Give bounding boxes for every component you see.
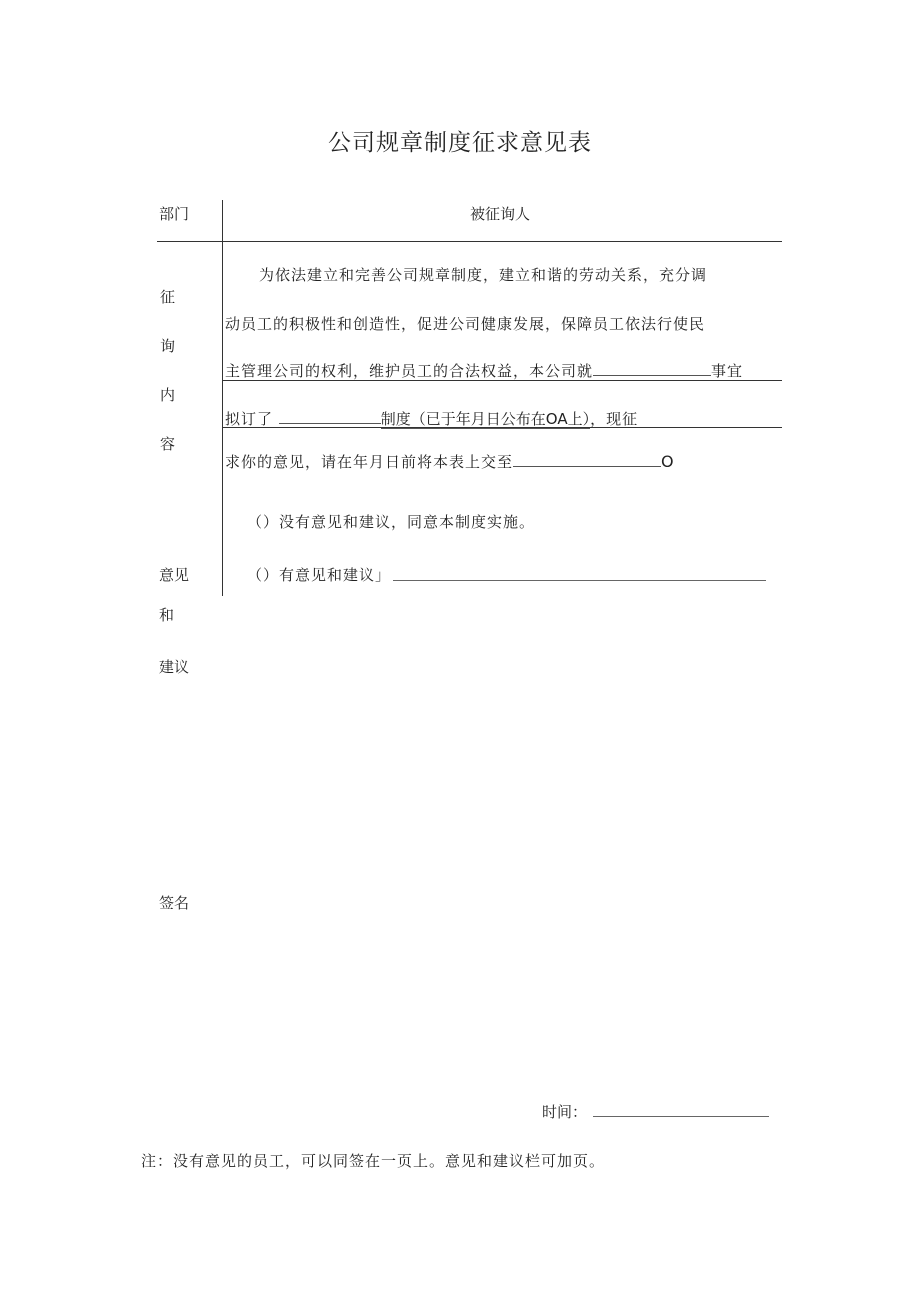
inquiry-line-4-regulation: 制度（已于年月日公布在OA上） [380,410,591,428]
regulation-name-blank[interactable] [279,409,381,424]
time-label: 时间： [542,1103,588,1121]
header-divider [157,241,782,242]
inquiry-line-4-text: 拟订了 [225,410,274,428]
inquiry-line-2: 动员工的积极性和创造性，促进公司健康发展，保障员工依法行使民 [225,315,706,333]
table-vertical-divider [222,200,223,596]
opinion-blank-line[interactable] [393,580,766,581]
inquiry-line-3-text: 主管理公司的权利，维护员工的合法权益，本公司就 [225,362,594,380]
footnote: 注：没有意见的员工，可以同签在一页上。意见和建议栏可加页。 [141,1152,606,1170]
inquiry-line-4 [225,408,638,429]
person-label: 被征询人 [470,205,531,223]
opinion-label-line: 建议 [159,658,190,676]
inquiry-line-5 [225,451,675,472]
page-title: 公司规章制度征求意见表 [328,130,592,156]
matter-blank[interactable] [593,361,711,376]
inquiry-line-3 [225,360,743,381]
time-blank-line[interactable] [593,1116,769,1117]
opinion-label-line: 和 [159,606,175,624]
opinion-label-line: 意见 [159,566,190,584]
inquiry-line-5-text: 求你的意见，请在年月日前将本表上交至 [225,453,514,471]
inquiry-label-char: 容 [160,435,176,453]
inquiry-line-1: 为依法建立和完善公司规章制度，建立和谐的劳动关系，充分调 [259,266,708,284]
inquiry-line-3-suffix: 事宜 [711,362,744,380]
inquiry-line-5-suffix: O [661,452,675,471]
inquiry-line-4-suffix: ，现征 [590,410,639,428]
option-has-opinion-text: （）有意见和建议」 [247,566,392,584]
inquiry-label-char: 内 [160,386,176,404]
inquiry-label-char: 询 [160,337,176,355]
option-has-opinion[interactable] [247,564,391,585]
submit-to-blank[interactable] [513,452,661,467]
dept-label: 部门 [159,205,190,223]
signature-label: 签名 [159,894,190,912]
option-no-opinion[interactable]: （）没有意见和建议，同意本制度实施。 [247,513,536,531]
inquiry-label-char: 征 [160,288,176,306]
